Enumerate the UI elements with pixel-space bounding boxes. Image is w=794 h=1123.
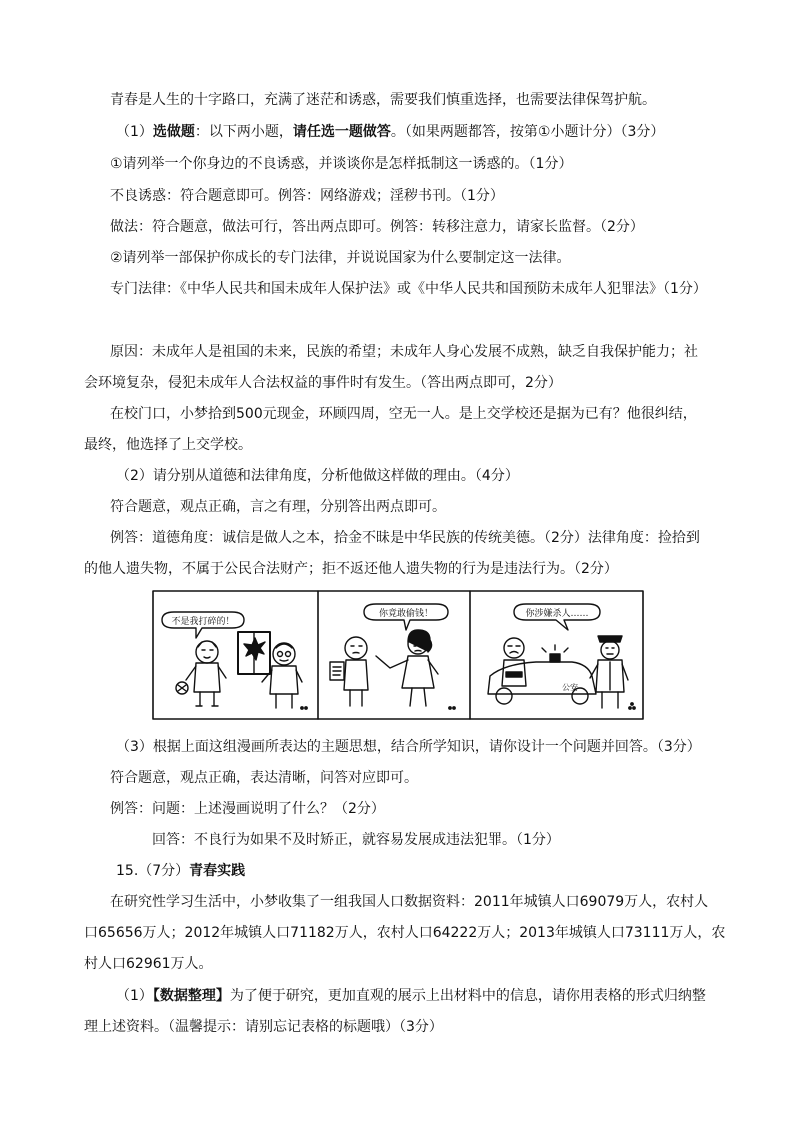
question-1-tail: 。（如果两题都答，按第①小题计分）（3分）: [390, 124, 665, 140]
question-15-1-number: （1）: [116, 988, 153, 1004]
question-15-1-line2: 理上述资料。（温馨提示：请别忘记表格的标题哦）（3分）: [84, 1019, 443, 1035]
question-1b: ②请列举一部保护你成长的专门法律，并说说国家为什么要制定这一法律。: [110, 250, 571, 266]
story-line2: 最终，他选择了上交学校。: [84, 437, 252, 453]
question-15-number: 15.（7分）: [116, 863, 190, 879]
question-15-1-label: 【数据整理】: [152, 988, 230, 1004]
boy-body: [194, 663, 220, 692]
question-3: （3）根据上面这组漫画所表达的主题思想，结合所学知识，请你设计一个问题并回答。（3分）: [116, 739, 701, 755]
answer-1b-reason-line2: 会环境复杂，侵犯未成年人合法权益的事件时有发生。（答出两点即可，2分）: [84, 375, 562, 391]
siren: [550, 654, 560, 662]
answer-1b-law: 专门法律：《中华人民共和国未成年人保护法》或《中华人民共和国预防未成年人犯罪法》（1分）: [110, 281, 707, 297]
bubble-1-text: 不是我打碎的！: [171, 617, 235, 627]
answer-3-criteria: 符合题意，观点正确，表达清晰，问答对应即可。: [110, 770, 418, 786]
question-15-1-line1: [116, 987, 706, 1005]
bubble-2-text: 你竟敢偷钱！: [378, 609, 434, 619]
car-wheel-1: [496, 688, 512, 704]
comic-strip: [152, 590, 644, 720]
man-head: [273, 643, 295, 665]
boy2-body: [344, 660, 368, 690]
question-1-prompt: [116, 123, 664, 141]
question-15-title: 青春实践: [189, 863, 246, 879]
question-1-mid: ：以下两小题，: [194, 124, 293, 140]
data-line2: 口65656万人；2012年城镇人口71182万人，农村人口64222万人；2013年城镇人口73111万人，农: [84, 925, 726, 941]
comic-panel-1: [162, 612, 307, 709]
bubble-3-text: 你涉嫌杀人……: [525, 609, 589, 619]
data-line1: 在研究性学习生活中，小梦收集了一组我国人口数据资料：2011年城镇人口69079万人，农村人: [110, 894, 709, 910]
boy2-head: [345, 637, 367, 659]
man-body: [270, 666, 298, 694]
question-2: （2）请分别从道德和法律角度，分析他做这样做的理由。（4分）: [116, 468, 519, 484]
answer-2-criteria: 符合题意，观点正确，言之有理，分别答出两点即可。: [110, 499, 446, 515]
question-1-number: （1）: [116, 124, 153, 140]
police-head: [601, 641, 619, 659]
question-15-1-text: 为了便于研究，更加直观的展示上出材料中的信息，请你用表格的形式归纳整: [229, 988, 706, 1004]
comic-panel-3: [488, 604, 635, 709]
intro-text: 青春是人生的十字路口，充满了迷茫和诱惑，需要我们慎重选择，也需要法律保驾护航。: [110, 92, 656, 108]
handcuffs: [506, 672, 522, 677]
question-15-heading: [116, 862, 245, 880]
story-line1: 在校门口，小梦拾到500元现金，环顾四周，空无一人。是上交学校还是据为已有？他很纠结，: [110, 406, 697, 422]
woman-pointing-arm: [376, 656, 408, 668]
question-1-label-choose: 请任选一题做答: [292, 124, 391, 140]
question-1a: ①请列举一个你身边的不良诱惑，并谈谈你是怎样抵制这一诱惑的。（1分）: [110, 156, 573, 172]
data-line3: 村人口62961万人。: [84, 956, 213, 972]
answer-1a-method: 做法：符合题意，做法可行，答出两点即可。例答：转移注意力，请家长监督。（2分）: [110, 219, 644, 235]
police-car: [488, 662, 596, 694]
answer-3-reply: 回答：不良行为如果不及时矫正，就容易发展成违法犯罪。（1分）: [152, 832, 560, 848]
answer-1a-temptation: 不良诱惑：符合题意即可。例答：网络游戏；淫秽书刊。（1分）: [110, 188, 504, 204]
comic-panel-2: [330, 604, 455, 709]
answer-1b-reason-line1: 原因：未成年人是祖国的未来，民族的希望；未成年人身心发展不成熟，缺乏自我保护能力；社: [110, 344, 698, 360]
answer-3-question: 例答：问题：上述漫画说明了什么？（2分）: [110, 801, 385, 817]
car-label: 公安: [562, 683, 578, 692]
question-1-label-elective: 选做题: [152, 124, 195, 140]
answer-2-line2: 的他人遗失物，不属于公民合法财产；拒不返还他人遗失物的行为是违法行为。（2分）: [84, 561, 618, 577]
broken-glass: [244, 638, 265, 660]
answer-2-line1: 例答：道德角度：诚信是做人之本，拾金不昧是中华民族的传统美德。（2分）法律角度：捡拾到: [110, 530, 700, 546]
suspect-head: [504, 638, 524, 658]
